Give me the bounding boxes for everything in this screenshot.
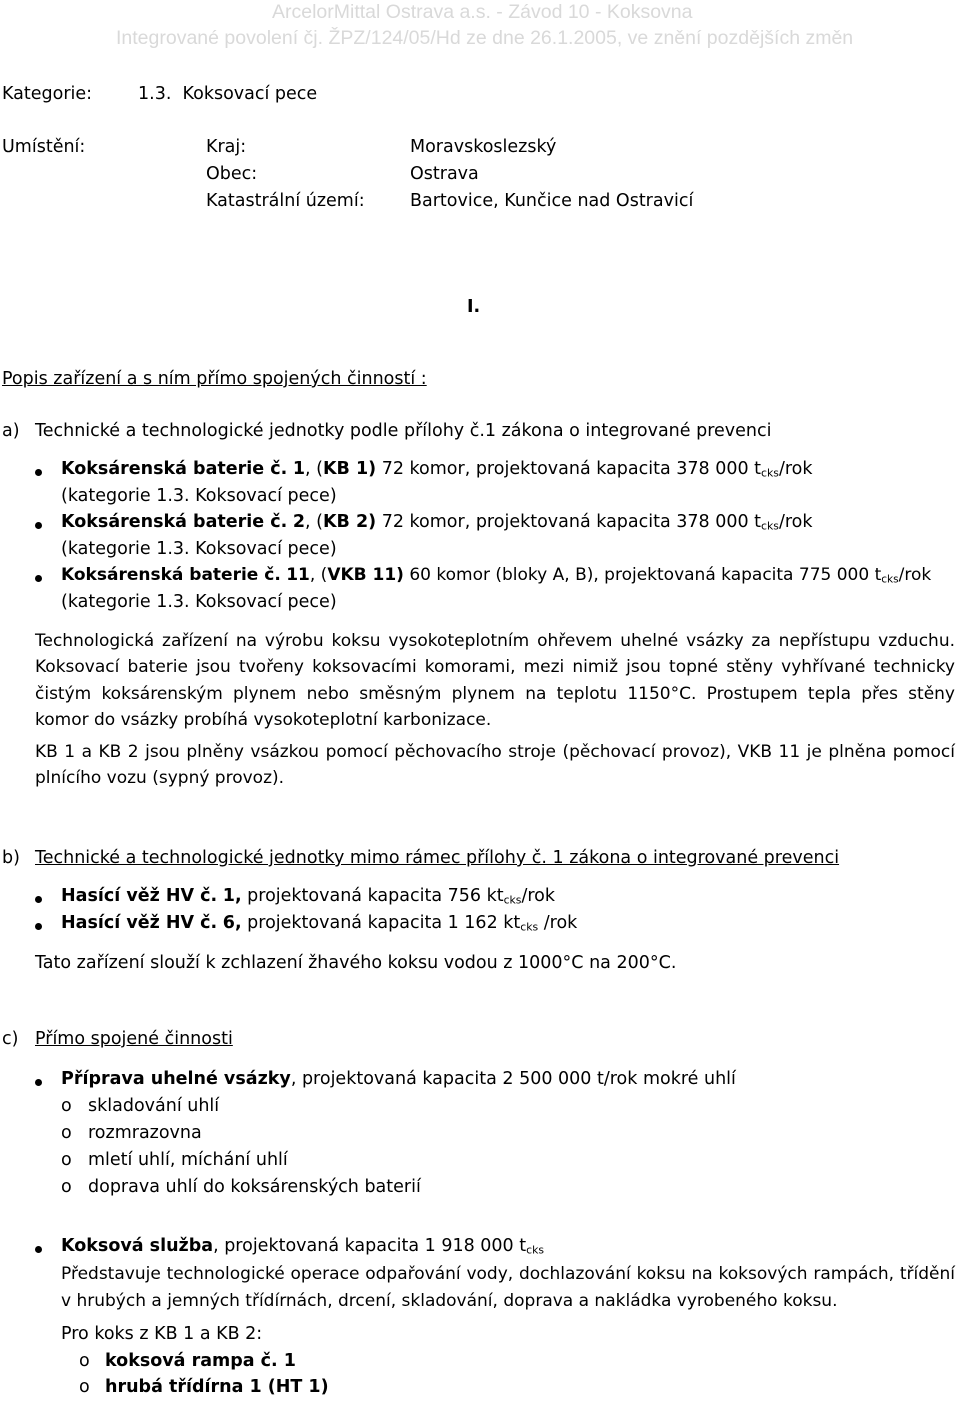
- bullet-icon: [35, 923, 42, 930]
- list-item-vkb11: Koksárenská baterie č. 11, (VKB 11) 60 komor (bloky A, B), projektovaná kapacita 775 000 $t_{cks}$/rok: [61, 565, 932, 586]
- obec-label: Obec:: [206, 164, 258, 184]
- b-marker: b): [2, 848, 20, 868]
- sub-bullet-icon: o: [61, 1177, 72, 1197]
- kategorie-value: 1.3. Koksovací pece: [138, 84, 318, 104]
- sub-bullet-icon: o: [61, 1150, 72, 1170]
- list-item-kb2-category: (kategorie 1.3. Koksovací pece): [61, 539, 337, 559]
- pro-koks-label: Pro koks z KB 1 a KB 2:: [61, 1324, 263, 1344]
- bullet-icon: [35, 1079, 42, 1086]
- kategorie-label: Kategorie:: [2, 84, 93, 104]
- b-heading: Technické a technologické jednotky mimo rámec přílohy č. 1 zákona o integrované prevenci: [35, 848, 840, 868]
- list-item-hv6: Hasící věž HV č. 6, projektovaná kapacita 1 162 $kt_{cks}$ /rok: [61, 913, 578, 934]
- a-description-paragraph: Technologická zařízení na výrobu koksu vysokoteplotním ohřevem uhelné vsázky za nepřístupu vzduchu. Koksovací baterie jsou tvořeny koksovacími komorami, mezi nimiž jsou topné stěny vyhřívané technicky čistým koksárenským plynem nebo směsným plynem na teplotu 1150°C. Prostupem tepla přes stěny komor do vsázky probíhá vysokoteplotní karbonizace.: [35, 631, 955, 731]
- list-item-kb1-category: (kategorie 1.3. Koksovací pece): [61, 486, 337, 506]
- section-title: Popis zařízení a s ním přímo spojených činností :: [2, 369, 427, 389]
- umisteni-label: Umístění:: [2, 137, 86, 157]
- a-filling-paragraph: KB 1 a KB 2 jsou plněny vsázkou pomocí pěchovacího stroje (pěchovací provoz), VKB 11 je plněna pomocí plnícího vozu (sypný provoz).: [35, 742, 955, 789]
- c-marker: c): [2, 1029, 19, 1049]
- sub-bullet-icon: o: [79, 1377, 90, 1397]
- a-heading: Technické a technologické jednotky podle přílohy č.1 zákona o integrované prevenci: [35, 421, 772, 441]
- sub-item: doprava uhlí do koksárenských baterií: [88, 1177, 421, 1197]
- sub-item: rozmrazovna: [88, 1123, 202, 1143]
- list-item-uhelna-vsazka: Příprava uhelné vsázky, projektovaná kapacita 2 500 000 t/rok mokré uhlí: [61, 1069, 736, 1089]
- bullet-icon: [35, 896, 42, 903]
- kraj-value: Moravskoslezský: [410, 137, 557, 157]
- list-item-hv1: Hasící věž HV č. 1, projektovaná kapacita 756 $kt_{cks}$/rok: [61, 886, 556, 907]
- list-item-koksova-sluzba: Koksová služba, projektovaná kapacita 1 918 000 $t_{cks}$: [61, 1236, 545, 1257]
- katastralni-uzemi-value: Bartovice, Kunčice nad Ostravicí: [410, 191, 694, 211]
- sub-item: mletí uhlí, míchání uhlí: [88, 1150, 288, 1170]
- sub-item: skladování uhlí: [88, 1096, 220, 1116]
- koksova-sluzba-description: Představuje technologické operace odpařování vody, dochlazování koksu na koksových rampách, třídění v hrubých a jemných třídírnách, drcení, skladování, doprava a nakládka vyrobeného koksu.: [61, 1264, 955, 1311]
- katastralni-uzemi-label: Katastrální území:: [206, 191, 365, 211]
- bullet-icon: [35, 1246, 42, 1253]
- obec-value: Ostrava: [410, 164, 479, 184]
- list-item-vkb11-category: (kategorie 1.3. Koksovací pece): [61, 592, 337, 612]
- a-marker: a): [2, 421, 20, 441]
- list-item-kb2: Koksárenská baterie č. 2, (KB 2) 72 komor, projektovaná kapacita 378 000 $t_{cks}$/rok: [61, 512, 813, 533]
- list-item-kb1: Koksárenská baterie č. 1, (KB 1) 72 komor, projektovaná kapacita 378 000 $t_{cks}$/rok: [61, 459, 813, 480]
- b-note: Tato zařízení slouží k zchlazení žhavého koksu vodou z 1000°C na 200°C.: [35, 953, 677, 973]
- sub-bullet-icon: o: [61, 1096, 72, 1116]
- header-line-1: ArcelorMittal Ostrava a.s. - Závod 10 - Koksovna: [272, 1, 693, 23]
- section-numeral: I.: [467, 297, 481, 317]
- c-heading: Přímo spojené činnosti: [35, 1029, 233, 1049]
- bullet-icon: [35, 522, 42, 529]
- sub-item-hruba-tridirna: hrubá třídírna 1 (HT 1): [105, 1377, 329, 1397]
- kraj-label: Kraj:: [206, 137, 247, 157]
- sub-bullet-icon: o: [61, 1123, 72, 1143]
- bullet-icon: [35, 469, 42, 476]
- header-line-2: Integrované povolení čj. ŽPZ/124/05/Hd ze dne 26.1.2005, ve znění pozdějších změn: [116, 27, 854, 49]
- bullet-icon: [35, 575, 42, 582]
- sub-item-koksova-rampa: koksová rampa č. 1: [105, 1351, 296, 1371]
- sub-bullet-icon: o: [79, 1351, 90, 1371]
